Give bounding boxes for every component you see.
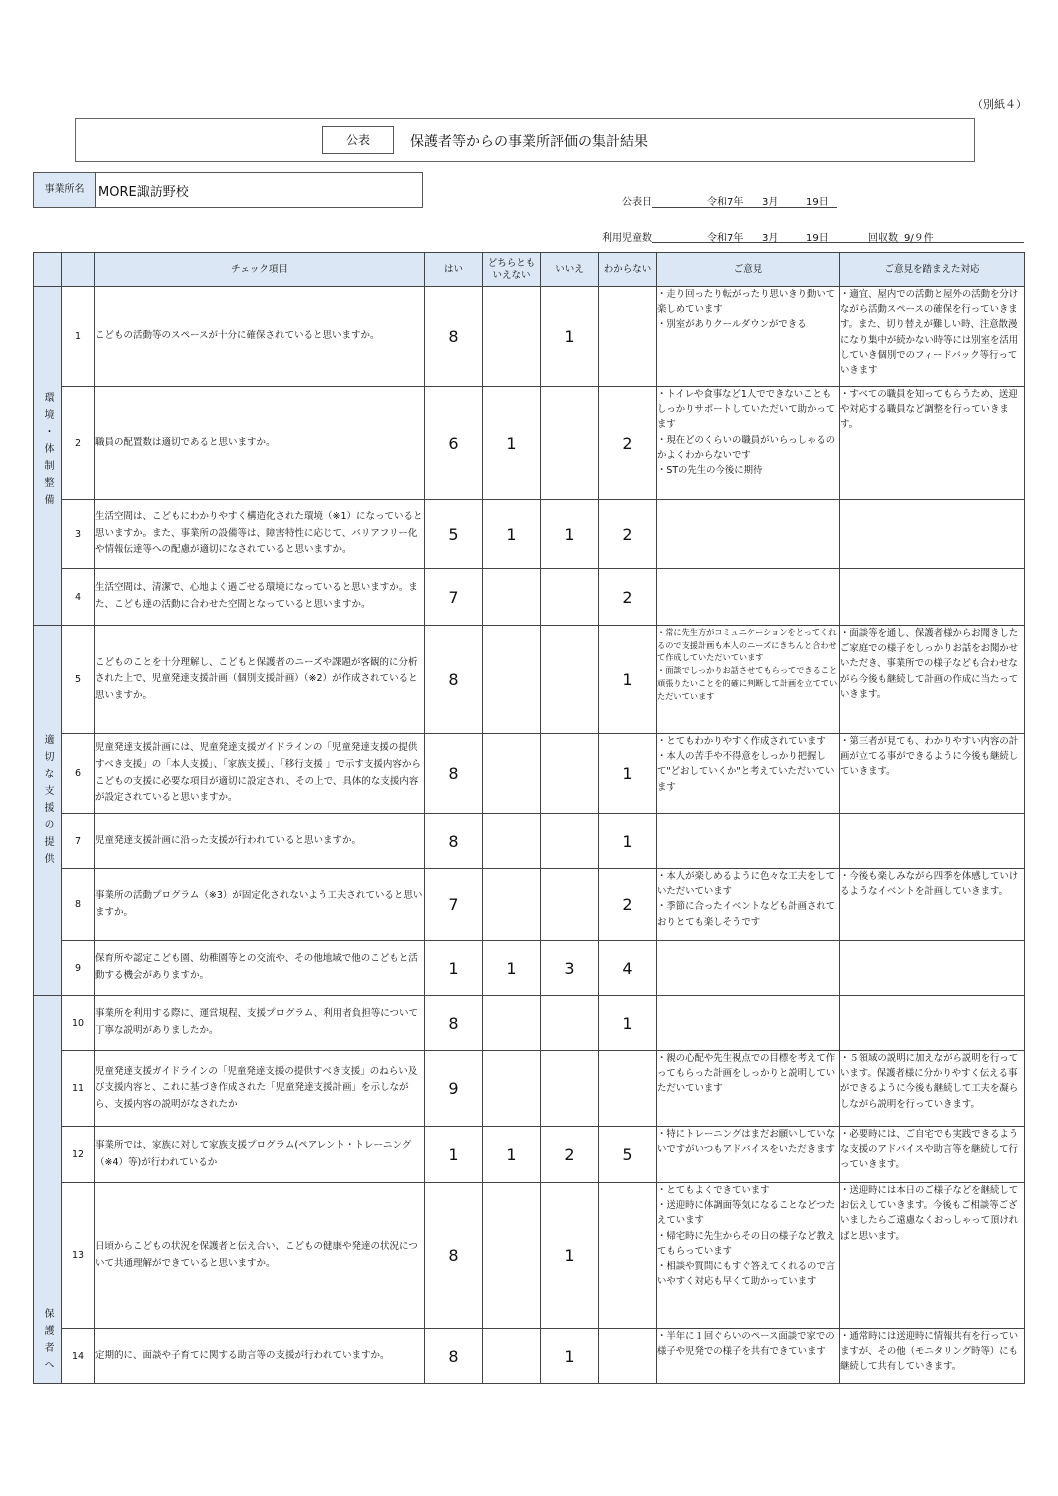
response-text: ・第三者が見ても、わかりやすい内容の計画が立てる事ができるように今後も継続していきます。 (840, 736, 1019, 778)
check-item-text: 保育所や認定こども園、幼稚園等との交流や、その他地域で他のこどもと活動する機会がありますか。 (95, 941, 425, 996)
public-badge: 公表 (322, 126, 394, 154)
header-no: いいえ (541, 253, 599, 287)
no-count: 2 (541, 1127, 599, 1183)
response-text: ・適宜、屋内での活動と屋外の活動を分けながら活動スペースの確保を行っていきます。また、切り替えが難しい時、注意散漫になり集中が続かない時等には別室を活用していき個別でのフィードバック等行っていきます (840, 289, 1019, 377)
response-cell (840, 1183, 1025, 1329)
yes-count: 7 (425, 569, 483, 626)
item-number: 3 (62, 500, 95, 569)
header-blank-cat (34, 253, 62, 287)
table-row (34, 814, 1025, 869)
neither-count: 1 (483, 500, 541, 569)
neither-count (483, 734, 541, 814)
publication-label: 公表日 (622, 197, 652, 208)
neither-count (483, 814, 541, 869)
unknown-count: 2 (599, 869, 657, 941)
no-count (541, 626, 599, 734)
users-month: 3月 (762, 233, 779, 244)
response-text: ・送迎時には本日のご様子などを継続してお伝えしていきます。今後もご相談等ございましたらご遠慮なくおっしゃって頂ければと思います。 (840, 1185, 1019, 1242)
survey-body (34, 287, 1025, 1384)
no-count (541, 734, 599, 814)
response-text: ・面談等を通し、保護者様からお聞きしたご家庭での様子をしっかりお話をお聞かせいただき、事業所での様子なども合わせながら今後も継続して計画の作成に当たっていきます。 (840, 628, 1019, 700)
opinion-text: ・面談でしっかりお話させてもらってできること頑張りたいことを的確に判断して計画を立てていただいています (657, 665, 838, 701)
response-cell (840, 734, 1025, 814)
unknown-count: 2 (599, 387, 657, 500)
table-row (34, 287, 1025, 387)
item-number: 8 (62, 869, 95, 941)
category-label: 環境・体制整備 (42, 392, 53, 511)
opinion-text: ・STの先生の今後に期待 (657, 465, 763, 477)
check-item-text: 児童発達支援計画に沿った支援が行われていると思いますか。 (95, 814, 425, 869)
table-row (34, 1329, 1025, 1384)
table-row (34, 941, 1025, 996)
users-label: 利用児童数 (602, 233, 652, 244)
item-number: 11 (62, 1051, 95, 1127)
check-item-text: 事業所では、家族に対して家族支援プログラム(ペアレント・トレーニング（※4）等)が行われているか (95, 1127, 425, 1183)
category-cell (34, 287, 62, 626)
table-row (34, 387, 1025, 500)
opinions-cell (657, 1051, 840, 1127)
neither-count (483, 569, 541, 626)
opinion-text: ・帰宅時に先生からその日の様子など教えてもらっています (657, 1230, 836, 1257)
response-cell (840, 387, 1025, 500)
table-row (34, 1183, 1025, 1329)
opinion-text: ・特にトレーニングはまだお願いしていないですがいつもアドバイスをいただきます (657, 1129, 835, 1156)
neither-count (483, 626, 541, 734)
table-row (34, 1051, 1025, 1127)
survey-table (33, 252, 1025, 1384)
unknown-count: 4 (599, 941, 657, 996)
opinion-text: ・とてもわかりやすく作成されています (657, 736, 826, 747)
check-item-text: 生活空間は、こどもにわかりやすく構造化された環境（※1）になっていると思いますか。また、事業所の設備等は、障害特性に応じて、バリアフリー化や情報伝達等への配慮が適切になされていると思いますか。 (95, 500, 425, 569)
item-number: 9 (62, 941, 95, 996)
yes-count: 5 (425, 500, 483, 569)
opinions-cell (657, 814, 840, 869)
unknown-count: 5 (599, 1127, 657, 1183)
check-item-text: こどもの活動等のスペースが十分に確保されていると思いますか。 (95, 287, 425, 387)
opinion-text: ・とてもよくできています (657, 1185, 770, 1196)
opinion-text: ・走り回ったり転がったり思いきり動いて楽しめています (657, 289, 836, 316)
item-number: 7 (62, 814, 95, 869)
opinion-text: ・本人の苦手や不得意をしっかり把握して"どおしていくか"と考えていただいています (657, 751, 835, 793)
opinion-text: ・本人が楽しめるように色々な工夫をしていただいています (657, 871, 836, 898)
opinion-text: ・トイレや食事など1人でできないこともしっかりサポートしていただいて助かってます (657, 389, 836, 431)
table-row (34, 500, 1025, 569)
opinion-text: ・季節に合ったイベントなども計画されておりとても楽しそうです (657, 901, 836, 928)
publication-day: 19日 (806, 197, 829, 208)
response-cell (840, 287, 1025, 387)
publication-month: 3月 (762, 197, 779, 208)
neither-count (483, 1051, 541, 1127)
response-cell (840, 1127, 1025, 1183)
neither-count (483, 287, 541, 387)
table-row (34, 869, 1025, 941)
neither-count (483, 869, 541, 941)
response-cell (840, 1329, 1025, 1384)
office-box (33, 172, 423, 208)
opinion-text: ・別室がありクールダウンができる (657, 319, 807, 331)
opinions-cell (657, 569, 840, 626)
unknown-count: 1 (599, 734, 657, 814)
unknown-count: 1 (599, 814, 657, 869)
opinions-cell (657, 387, 840, 500)
item-number: 1 (62, 287, 95, 387)
document-title: 保護者等からの事業所評価の集計結果 (410, 134, 648, 150)
opinions-cell (657, 1183, 840, 1329)
yes-count: 7 (425, 869, 483, 941)
no-count: 1 (541, 1329, 599, 1384)
check-item-text: 日頃からこどもの状況を保護者と伝え合い、こどもの健康や発達の状況について共通理解ができていると思いますか。 (95, 1183, 425, 1329)
header-opinions: ご意見 (657, 253, 840, 287)
opinion-text: ・現在どのくらいの職員がいらっしゃるのかよくわからないです (657, 434, 836, 461)
table-row (34, 1127, 1025, 1183)
check-item-text: 児童発達支援計画には、児童発達支援ガイドラインの「児童発達支援の提供すべき支援」の「本人支援」、「家族支援」、「移行支援 」で示す支援内容からこどもの支援に必要な項目が適切に設定され、その上で、具体的な支援内容が設定されていると思いますか。 (95, 734, 425, 814)
no-count (541, 1051, 599, 1127)
no-count: 3 (541, 941, 599, 996)
check-item-text: こどものことを十分理解し、こどもと保護者のニーズや課題が客観的に分析された上で、児童発達支援計画（個別支援計画）（※2）が作成されていると思いますか。 (95, 626, 425, 734)
table-row (34, 734, 1025, 814)
item-number: 5 (62, 626, 95, 734)
item-number: 14 (62, 1329, 95, 1384)
response-cell (840, 941, 1025, 996)
response-text: ・５領域の説明に加えながら説明を行っています。保護者様に分かりやすく伝える事ができるように今後も継続して工夫を凝らしながら説明を行っていきます。 (840, 1053, 1019, 1110)
check-item-text: 職員の配置数は適切であると思いますか。 (95, 387, 425, 500)
category-cell (34, 996, 62, 1384)
response-cell (840, 1051, 1025, 1127)
check-item-text: 定期的に、面談や子育てに関する助言等の支援が行われていますか。 (95, 1329, 425, 1384)
category-label: 保護者へ (42, 1308, 53, 1376)
check-item-text: 事業所を利用する際に、運営規程、支援プログラム、利用者負担等について丁寧な説明がありましたか。 (95, 996, 425, 1051)
header-unknown: わからない (599, 253, 657, 287)
item-number: 10 (62, 996, 95, 1051)
no-count (541, 996, 599, 1051)
response-cell (840, 500, 1025, 569)
unknown-count: 1 (599, 626, 657, 734)
yes-count: 8 (425, 626, 483, 734)
unknown-count (599, 287, 657, 387)
category-label: 適切な支援の提供 (42, 734, 53, 870)
publication-underline (652, 207, 837, 208)
header-blank-no (62, 253, 95, 287)
check-item-text: 児童発達支援ガイドラインの「児童発達支援の提供すべき支援」のねらい及び支援内容と、これに基づき作成された「児童発達支援計画」を示しながら、支援内容の説明がなされたか (95, 1051, 425, 1127)
response-cell (840, 626, 1025, 734)
yes-count: 8 (425, 1329, 483, 1384)
unknown-count (599, 1183, 657, 1329)
unknown-count (599, 1329, 657, 1384)
item-number: 6 (62, 734, 95, 814)
header-row (34, 253, 1025, 287)
table-row (34, 996, 1025, 1051)
returns-value: 9/９件 (904, 233, 934, 244)
opinion-text: ・親の心配や先生視点での目標を考えて作ってもらった計画をしっかりと説明していただいています (657, 1053, 836, 1095)
no-count: 1 (541, 500, 599, 569)
item-number: 12 (62, 1127, 95, 1183)
opinions-cell (657, 1127, 840, 1183)
office-label: 事業所名 (34, 173, 96, 207)
no-count: 1 (541, 287, 599, 387)
no-count (541, 814, 599, 869)
response-text: ・すべての職員を知ってもらうため、送迎や対応する職員など調整を行っていきます。 (840, 389, 1018, 431)
opinions-cell (657, 734, 840, 814)
response-cell (840, 996, 1025, 1051)
opinions-cell (657, 869, 840, 941)
neither-count (483, 1183, 541, 1329)
unknown-count: 2 (599, 569, 657, 626)
check-item-text: 生活空間は、清潔で、心地よく過ごせる環境になっていると思いますか。また、こども達の活動に合わせた空間となっていると思いますか。 (95, 569, 425, 626)
yes-count: 8 (425, 814, 483, 869)
neither-count (483, 996, 541, 1051)
opinions-cell (657, 996, 840, 1051)
publication-era: 令和7年 (707, 197, 744, 208)
header-check-item: チェック項目 (95, 253, 425, 287)
table-row (34, 626, 1025, 734)
neither-count (483, 1329, 541, 1384)
opinion-text: ・相談や質問にもすぐ答えてくれるので言いやすく対応も早くて助かっています (657, 1261, 836, 1288)
response-cell (840, 814, 1025, 869)
users-underline (652, 242, 1024, 243)
header-neither: どちらとも いえない (483, 253, 541, 287)
check-item-text: 事業所の活動プログラム（※3）が固定化されないよう工夫されていると思いますか。 (95, 869, 425, 941)
yes-count: 1 (425, 1127, 483, 1183)
yes-count: 9 (425, 1051, 483, 1127)
yes-count: 1 (425, 941, 483, 996)
unknown-count: 2 (599, 500, 657, 569)
unknown-count: 1 (599, 996, 657, 1051)
returns-label: 回収数 (868, 233, 898, 244)
neither-count: 1 (483, 1127, 541, 1183)
neither-count: 1 (483, 387, 541, 500)
yes-count: 8 (425, 996, 483, 1051)
yes-count: 8 (425, 734, 483, 814)
response-text: ・通常時には送迎時に情報共有を行っていますが、その他（モニタリング時等）にも継続して共有していきます。 (840, 1331, 1019, 1373)
yes-count: 8 (425, 287, 483, 387)
no-count (541, 569, 599, 626)
header-yes: はい (425, 253, 483, 287)
users-day: 19日 (806, 233, 829, 244)
neither-count: 1 (483, 941, 541, 996)
response-cell (840, 569, 1025, 626)
no-count: 1 (541, 1183, 599, 1329)
opinion-text: ・送迎時に体調面等気になることなどつたえています (657, 1200, 835, 1227)
unknown-count (599, 1051, 657, 1127)
response-text: ・必要時には、ご自宅でも実践できるような支援のアドバイスや助言等を継続して行っていきます。 (840, 1129, 1019, 1171)
no-count (541, 869, 599, 941)
opinions-cell (657, 1329, 840, 1384)
office-name: MORE諏訪野校 (98, 185, 189, 200)
item-number: 2 (62, 387, 95, 500)
annex-label: （別紙４） (972, 98, 1027, 111)
item-number: 4 (62, 569, 95, 626)
response-cell (840, 869, 1025, 941)
yes-count: 6 (425, 387, 483, 500)
opinions-cell (657, 500, 840, 569)
no-count (541, 387, 599, 500)
header-response: ご意見を踏まえた対応 (840, 253, 1025, 287)
item-number: 13 (62, 1183, 95, 1329)
users-era: 令和7年 (707, 233, 744, 244)
opinions-cell (657, 941, 840, 996)
opinions-cell (657, 287, 840, 387)
opinion-text: ・常に先生方がコミュニケーションをとってくれるので支援計画も本人のニーズにきちんと合わせて作成していただいています (657, 627, 837, 663)
opinions-cell (657, 626, 840, 734)
response-text: ・今後も楽しみながら四季を体感していけるようなイベントを計画していきます。 (840, 871, 1019, 898)
category-cell (34, 626, 62, 996)
title-box (75, 118, 975, 162)
table-row (34, 569, 1025, 626)
opinion-text: ・半年に１回ぐらいのペース面談で家での様子や児発での様子を共有できています (657, 1331, 835, 1358)
yes-count: 8 (425, 1183, 483, 1329)
